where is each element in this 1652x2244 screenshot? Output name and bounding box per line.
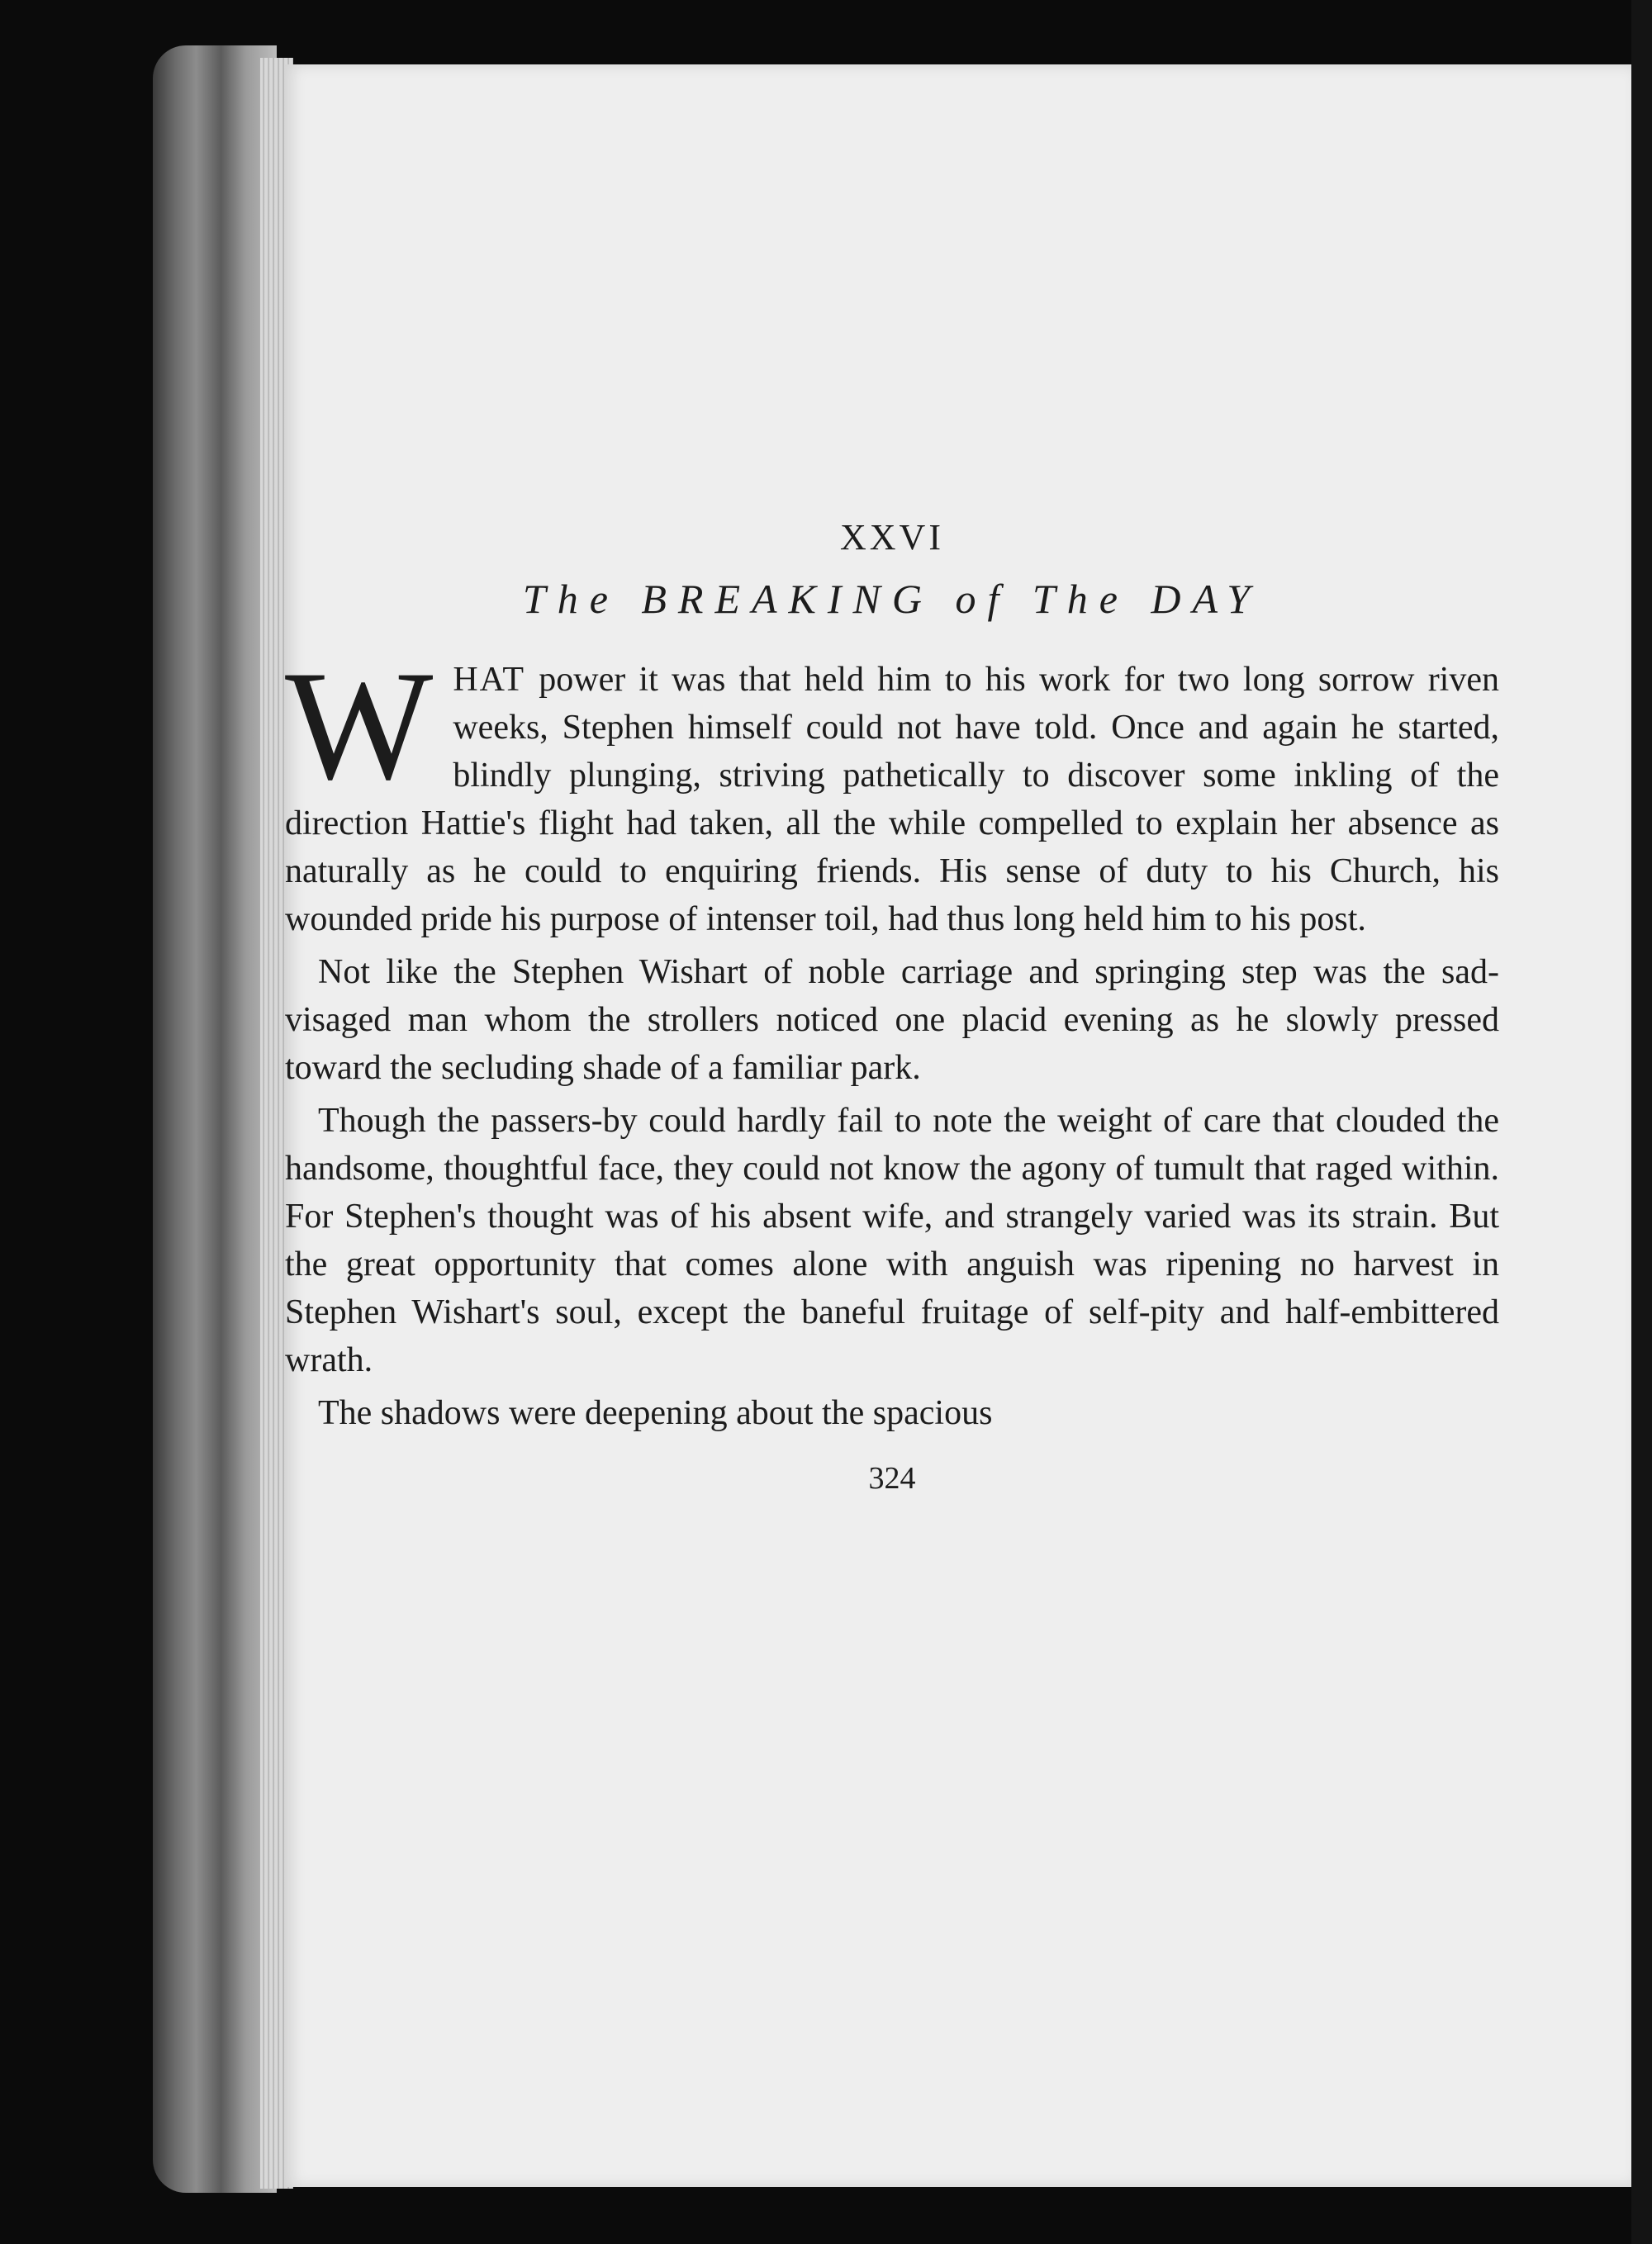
paragraph-1 (285, 639, 1499, 943)
paragraph-1-text: power it was that held him to his work for two long sorrow riven weeks, Stephen himself could not have told. Once and again he started, blindly plunging, striving pathetically to discover some inkling of the direction Hattie's flight had taken, all the while compelled to explain her absence as naturally as he could to enquiring friends. His sense of duty to his Church, his wounded pride his purpose of intenser toil, had thus long held him to his post. (285, 661, 1499, 938)
scan-right-border (1631, 0, 1652, 2244)
paragraph-2: Not like the Stephen Wishart of noble carriage and springing step was the sad-visaged man whom the strollers noticed one placid evening as he slowly pressed toward the secluding shade of a familiar park. (285, 953, 1499, 1087)
paragraph-3: Though the passers-by could hardly fail to note the weight of care that clouded the handsome, thoughtful face, they could not know the agony of tumult that raged within. For Stephen's thought was of his absent wife, and strangely varied was its strain. But the great opportunity that comes alone with anguish was ripening no harvest in Stephen Wishart's soul, except the baneful fruitage of self-pity and half-embittered wrath. (285, 1102, 1499, 1379)
page-text-block (285, 458, 1499, 1497)
book-spine-edge (153, 45, 277, 2193)
paragraph-4: The shadows were deepening about the spacious (318, 1394, 993, 1432)
paragraph-1-lead: HAT (453, 661, 526, 699)
chapter-title: The BREAKING of The DAY (522, 576, 1262, 622)
page-number: 324 (868, 1461, 916, 1496)
drop-cap: W (285, 639, 434, 813)
chapter-number: XXVI (840, 517, 944, 557)
